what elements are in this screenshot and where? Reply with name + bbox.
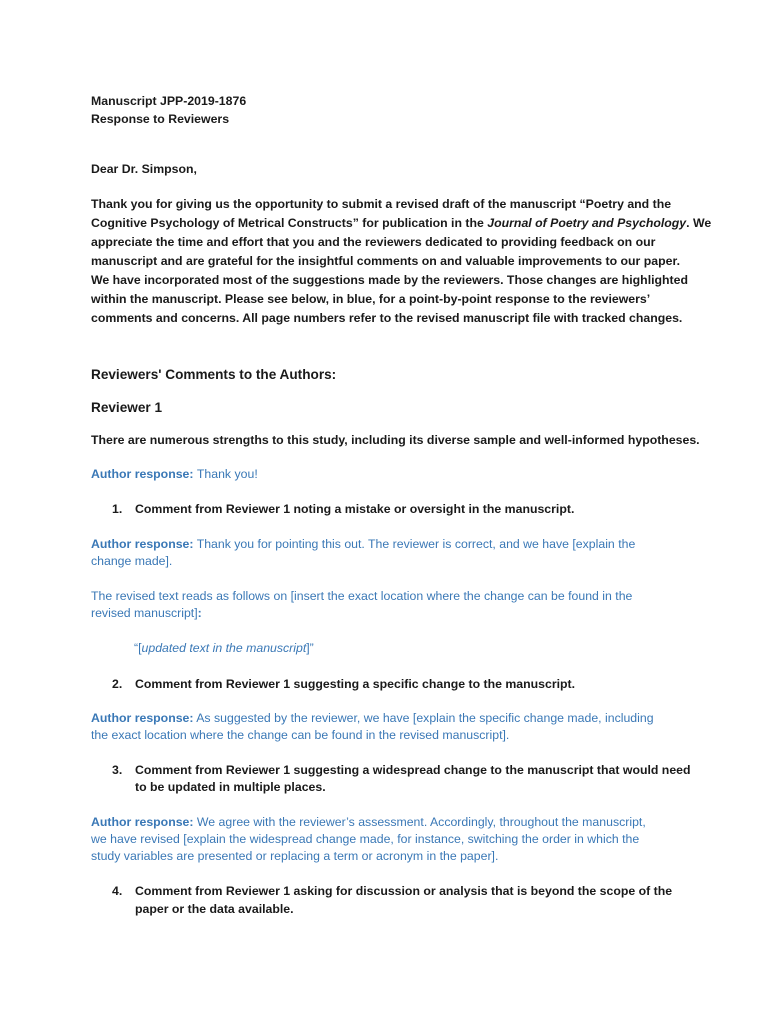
- intro-line-7: comments and concerns. All page numbers refer to the revised manuscript file with tracked changes.: [91, 311, 683, 325]
- author-response-2-line-1: Author response: As suggested by the reviewer, we have [explain the specific change made, including: [91, 711, 654, 725]
- intro-line-4: manuscript and are grateful for the insightful comments on and valuable improvements to our paper.: [91, 254, 680, 268]
- intro-line-6: within the manuscript. Please see below, in blue, for a point-by-point response to the reviewers’: [91, 292, 651, 306]
- manuscript-id: Manuscript JPP-2019-1876: [91, 94, 247, 108]
- quoted-update: “[updated text in the manuscript]”: [134, 641, 314, 655]
- intro-line-1: Thank you for giving us the opportunity to submit a revised draft of the manuscript “Poetry and the: [91, 197, 672, 211]
- comment-2: Comment from Reviewer 1 suggesting a specific change to the manuscript.: [135, 677, 576, 691]
- comment-number-1: 1.: [112, 502, 123, 516]
- comment-1: Comment from Reviewer 1 noting a mistake or oversight in the manuscript.: [135, 502, 575, 516]
- comment-4-line-2: paper or the data available.: [135, 902, 294, 916]
- section-heading: Reviewers' Comments to the Authors:: [91, 367, 337, 382]
- comment-number-2: 2.: [112, 677, 123, 691]
- author-response-2-line-2: the exact location where the change can be found in the revised manuscript].: [91, 728, 510, 742]
- comment-3-line-1: Comment from Reviewer 1 suggesting a widespread change to the manuscript that would need: [135, 763, 691, 777]
- intro-line-5: We have incorporated most of the suggestions made by the reviewers. Those changes are highlighted: [91, 273, 688, 287]
- author-response-1-line-1: Author response: Thank you for pointing this out. The reviewer is correct, and we have [explain the: [91, 537, 636, 551]
- author-response-0: Author response: Thank you!: [91, 467, 258, 481]
- comment-number-4: 4.: [112, 884, 123, 898]
- document-subtitle: Response to Reviewers: [91, 112, 230, 126]
- author-response-3-line-3: study variables are presented or replacing a term or acronym in the paper].: [91, 849, 499, 863]
- revised-text-line-1: The revised text reads as follows on [insert the exact location where the change can be found in the: [91, 589, 633, 603]
- author-response-3-line-2: we have revised [explain the widespread change made, for instance, switching the order in which the: [91, 832, 640, 846]
- intro-line-2: Cognitive Psychology of Metrical Constructs” for publication in the Journal of Poetry and Psychology. We: [91, 216, 712, 230]
- journal-name: Journal of Poetry and Psychology: [487, 216, 687, 230]
- comment-number-3: 3.: [112, 763, 123, 777]
- salutation: Dear Dr. Simpson,: [91, 162, 197, 176]
- author-response-3-line-1: Author response: We agree with the reviewer’s assessment. Accordingly, throughout the manuscript,: [91, 815, 646, 829]
- reviewer-heading: Reviewer 1: [91, 400, 163, 415]
- revised-text-line-2: revised manuscript]:: [91, 606, 202, 620]
- comment-3-line-2: to be updated in multiple places.: [135, 780, 326, 794]
- comment-4-line-1: Comment from Reviewer 1 asking for discussion or analysis that is beyond the scope of the: [135, 884, 673, 898]
- reviewer-general-comment: There are numerous strengths to this study, including its diverse sample and well-informed hypotheses.: [91, 433, 700, 447]
- author-response-1-line-2: change made].: [91, 554, 173, 568]
- intro-line-3: appreciate the time and effort that you and the reviewers dedicated to providing feedback on our: [91, 235, 656, 249]
